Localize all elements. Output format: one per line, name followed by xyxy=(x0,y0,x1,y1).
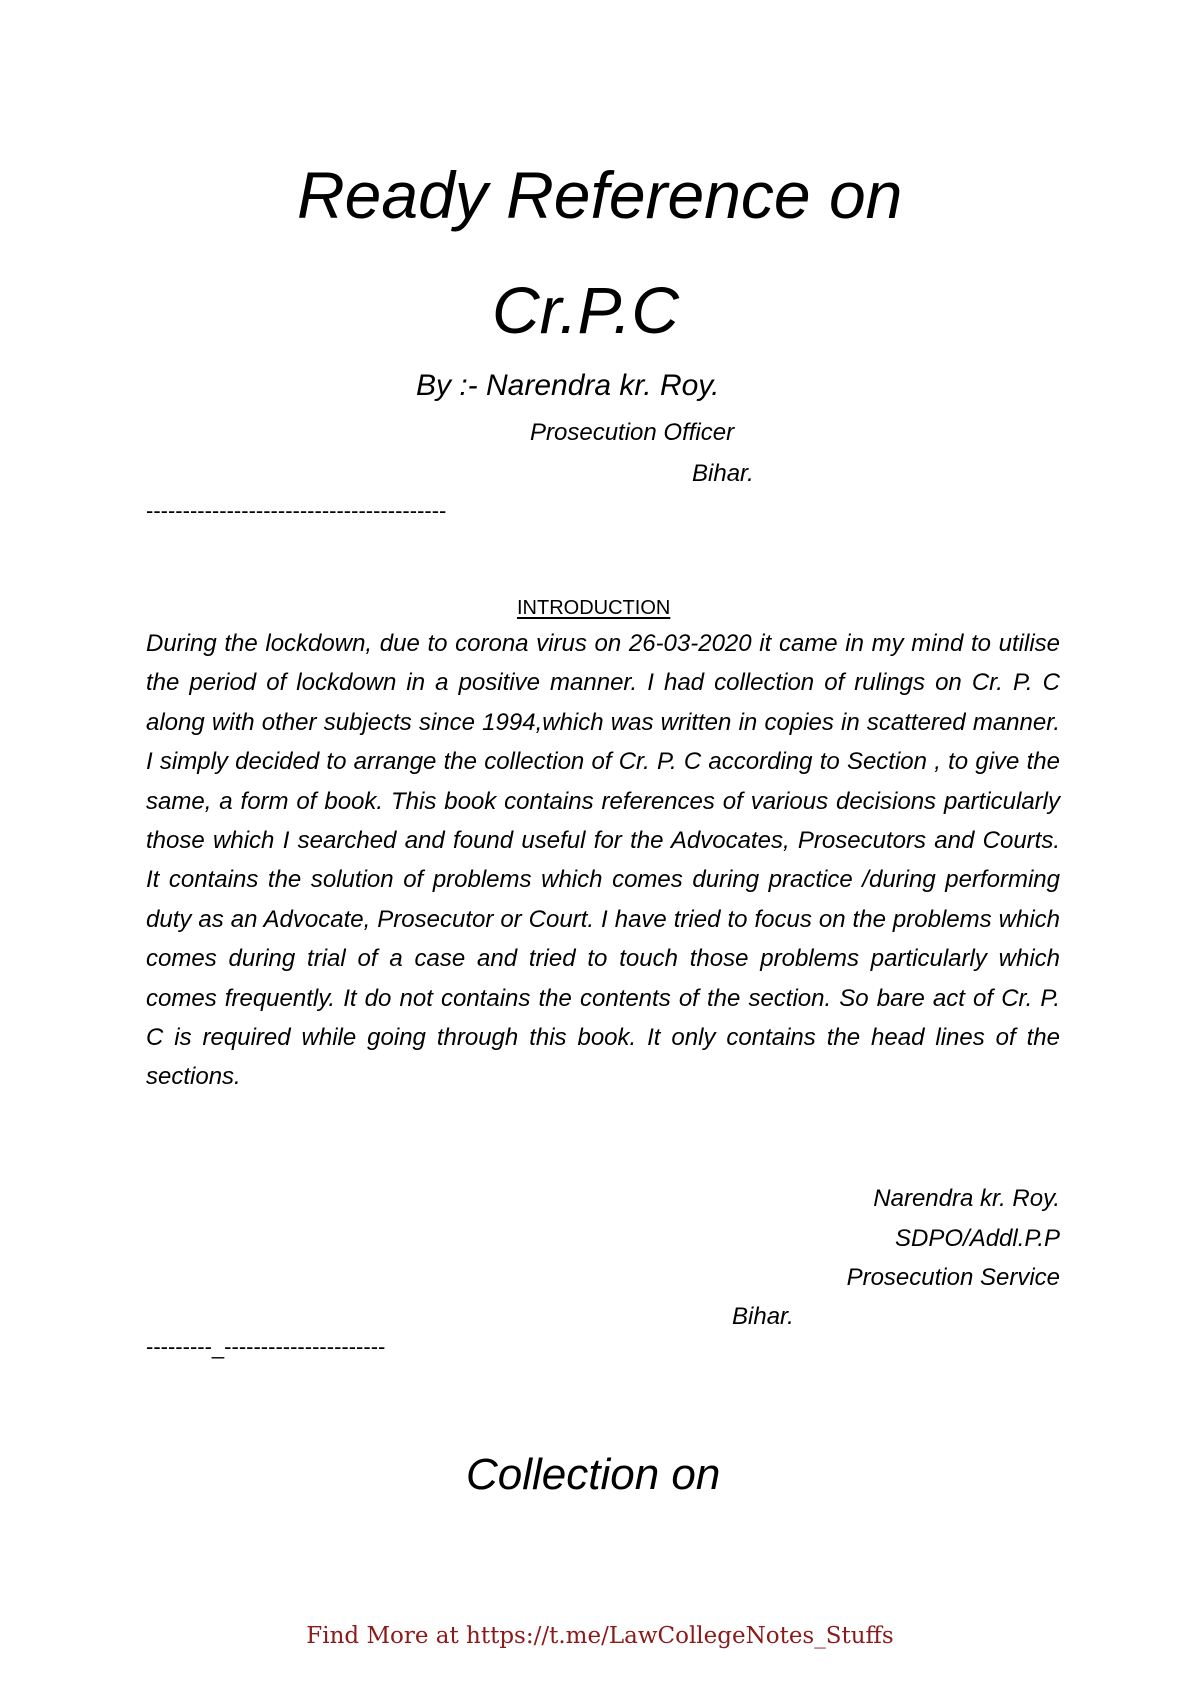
title-line-1: Ready Reference on xyxy=(297,158,903,232)
title-line-2: Cr.P.C xyxy=(492,273,680,347)
collection-heading: Collection on xyxy=(466,1450,721,1499)
author-place: Bihar. xyxy=(692,460,754,487)
separator-line-2: ---------_---------------------- xyxy=(146,1334,386,1359)
introduction-heading: INTRODUCTION xyxy=(517,597,671,619)
signature-name: Narendra kr. Roy. xyxy=(873,1185,1060,1212)
separator-line: ----------------------------------------- xyxy=(146,498,447,523)
signature-service: Prosecution Service xyxy=(846,1264,1060,1291)
signature-place: Bihar. xyxy=(732,1303,794,1330)
signature-designation: SDPO/Addl.P.P xyxy=(895,1225,1060,1252)
author-role: Prosecution Officer xyxy=(530,419,735,446)
introduction-body: During the lockdown, due to corona virus on 26-03-2020 it came in my mind to utilise the period of lockdown in a positive manner. I had collection of rulings on Cr. P. C along with other subjects since 1994,which was written in copies in scattered manner. I simply decided to arrange the collection of Cr. P. C according to Section , to give the same, a form of book. This book contains references of various decisions particularly those which I searched and found useful for the Advocates, Prosecutors and Courts. It contains the solution of problems which comes during practice /during performing duty as an Advocate, Prosecutor or Court. I have tried to focus on the problems which comes during trial of a case and tried to touch those problems particularly which comes frequently. It do not contains the contents of the section. So bare act of Cr. P. C is required while going through this book. It only contains the head lines of the sections. xyxy=(146,630,1060,1091)
byline: By :- Narendra kr. Roy. xyxy=(416,369,720,402)
footer-link-text: Find More at https://t.me/LawCollegeNotes_Stuffs xyxy=(306,1623,894,1649)
